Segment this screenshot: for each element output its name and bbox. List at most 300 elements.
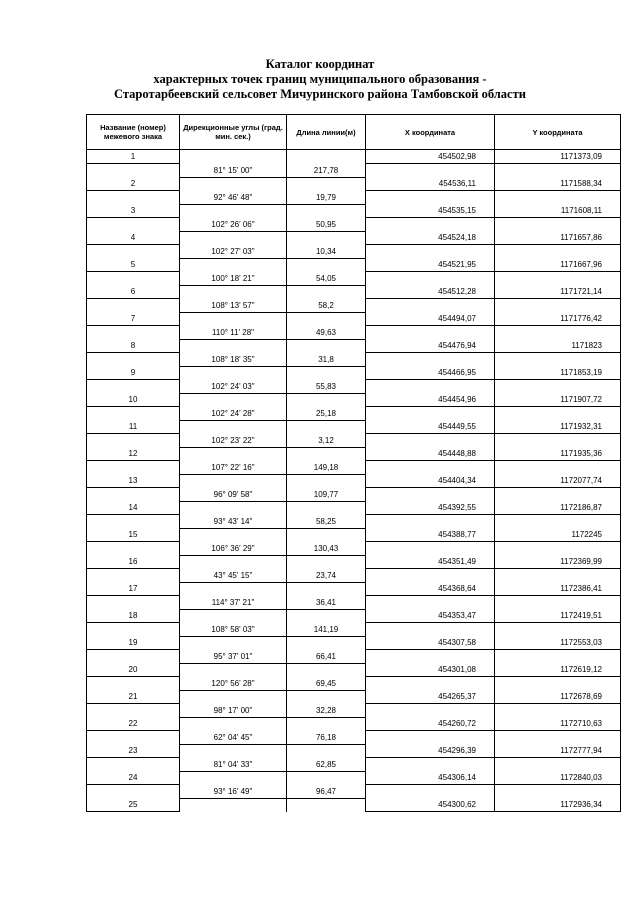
x-coordinate: 454502,98: [366, 150, 495, 164]
empty-cell: [366, 488, 495, 502]
x-coordinate: 454535,15: [366, 204, 495, 218]
y-coordinate: 1171721,14: [495, 285, 621, 299]
x-coordinate: 454301,08: [366, 663, 495, 677]
empty-cell: [180, 663, 287, 677]
table-row-point: [87, 285, 621, 299]
table-row-point: [87, 177, 621, 191]
header-length: Длина линии(м): [287, 115, 366, 150]
empty-cell: [180, 285, 287, 299]
empty-cell: [180, 447, 287, 461]
empty-cell: [495, 299, 621, 313]
line-length: 50,95: [287, 218, 366, 232]
x-coordinate: 454392,55: [366, 501, 495, 515]
empty-cell: [180, 771, 287, 785]
empty-cell: [87, 542, 180, 556]
empty-cell: [366, 677, 495, 691]
y-coordinate: 1171935,36: [495, 447, 621, 461]
point-number: 8: [87, 339, 180, 353]
y-coordinate: 1172369,99: [495, 555, 621, 569]
empty-cell: [180, 339, 287, 353]
table-row-segment: [87, 218, 621, 232]
empty-cell: [287, 663, 366, 677]
direction-angle: 114° 37' 21": [180, 596, 287, 610]
table-row-segment: [87, 488, 621, 502]
empty-cell: [495, 245, 621, 259]
direction-angle: 107° 22' 16": [180, 461, 287, 475]
empty-cell: [495, 191, 621, 205]
catalog-subtitle: характерных точек границ муниципального образования -: [153, 72, 487, 86]
x-coordinate: 454296,39: [366, 744, 495, 758]
line-length: 19,79: [287, 191, 366, 205]
point-number: 4: [87, 231, 180, 245]
empty-cell: [287, 744, 366, 758]
table-row-segment: [87, 191, 621, 205]
table-row-point: [87, 474, 621, 488]
empty-cell: [366, 380, 495, 394]
line-length: 3,12: [287, 434, 366, 448]
x-coordinate: 454300,62: [366, 798, 495, 812]
header-name: Название (номер) межевого знака: [87, 115, 180, 150]
empty-cell: [287, 339, 366, 353]
empty-cell: [495, 677, 621, 691]
catalog-subject: Старотарбеевский сельсовет Мичуринского района Тамбовской области: [114, 87, 526, 101]
point-number: 1: [87, 150, 180, 164]
empty-cell: [287, 528, 366, 542]
empty-cell: [87, 326, 180, 340]
direction-angle: 102° 27' 03": [180, 245, 287, 259]
empty-cell: [495, 704, 621, 718]
x-coordinate: 454454,96: [366, 393, 495, 407]
empty-cell: [495, 164, 621, 178]
y-coordinate: 1172419,51: [495, 609, 621, 623]
empty-cell: [366, 650, 495, 664]
point-number: 16: [87, 555, 180, 569]
table-row-point: [87, 636, 621, 650]
empty-cell: [287, 501, 366, 515]
table-row-segment: [87, 380, 621, 394]
empty-cell: [366, 272, 495, 286]
table-row-point: [87, 204, 621, 218]
empty-cell: [495, 407, 621, 421]
table-row-point: [87, 447, 621, 461]
empty-cell: [495, 380, 621, 394]
line-length: 109,77: [287, 488, 366, 502]
table-header-row: [87, 115, 621, 150]
x-coordinate: 454388,77: [366, 528, 495, 542]
empty-cell: [495, 785, 621, 799]
table-row-segment: [87, 461, 621, 475]
point-number: 19: [87, 636, 180, 650]
x-coordinate: 454536,11: [366, 177, 495, 191]
header-y: Y координата: [495, 115, 621, 150]
y-coordinate: 1172710,63: [495, 717, 621, 731]
empty-cell: [366, 461, 495, 475]
table-row-segment: [87, 758, 621, 772]
empty-cell: [495, 758, 621, 772]
empty-cell: [180, 393, 287, 407]
x-coordinate: 454265,37: [366, 690, 495, 704]
table-row-point: [87, 609, 621, 623]
direction-angle: 95° 37' 01": [180, 650, 287, 664]
empty-cell: [366, 515, 495, 529]
empty-cell: [180, 501, 287, 515]
point-number: 9: [87, 366, 180, 380]
empty-cell: [287, 555, 366, 569]
empty-cell: [287, 582, 366, 596]
empty-cell: [87, 299, 180, 313]
table-row-point: [87, 663, 621, 677]
table-row-point: [87, 501, 621, 515]
empty-cell: [495, 218, 621, 232]
empty-cell: [495, 623, 621, 637]
direction-angle: 102° 24' 28": [180, 407, 287, 421]
empty-cell: [366, 758, 495, 772]
table-row-segment: [87, 326, 621, 340]
y-coordinate: 1171823: [495, 339, 621, 353]
line-length: 31,8: [287, 353, 366, 367]
empty-cell: [87, 677, 180, 691]
line-length: 54,05: [287, 272, 366, 286]
line-length: 58,2: [287, 299, 366, 313]
point-number: 5: [87, 258, 180, 272]
empty-cell: [180, 690, 287, 704]
empty-cell: [366, 326, 495, 340]
table-row-point: [87, 366, 621, 380]
empty-cell: [87, 245, 180, 259]
x-coordinate: 454260,72: [366, 717, 495, 731]
direction-angle: 93° 16' 49": [180, 785, 287, 799]
empty-cell: [366, 542, 495, 556]
y-coordinate: 1171588,34: [495, 177, 621, 191]
empty-cell: [366, 191, 495, 205]
y-coordinate: 1171373,09: [495, 150, 621, 164]
empty-cell: [87, 353, 180, 367]
y-coordinate: 1172245: [495, 528, 621, 542]
empty-cell: [87, 407, 180, 421]
table-row-segment: [87, 785, 621, 799]
point-number: 22: [87, 717, 180, 731]
empty-cell: [366, 245, 495, 259]
empty-cell: [180, 609, 287, 623]
point-number: 15: [87, 528, 180, 542]
table-row-segment: [87, 542, 621, 556]
table-row-point: [87, 393, 621, 407]
y-coordinate: 1172840,03: [495, 771, 621, 785]
table-row-segment: [87, 650, 621, 664]
y-coordinate: 1171932,31: [495, 420, 621, 434]
table-row-segment: [87, 272, 621, 286]
direction-angle: 93° 43' 14": [180, 515, 287, 529]
line-length: 217,78: [287, 164, 366, 178]
empty-cell: [287, 420, 366, 434]
empty-cell: [87, 218, 180, 232]
empty-cell: [180, 231, 287, 245]
table-row-point: [87, 420, 621, 434]
point-number: 17: [87, 582, 180, 596]
header-angle: Дирекционные углы (град. мин. сек.): [180, 115, 287, 150]
direction-angle: 110° 11' 28": [180, 326, 287, 340]
y-coordinate: 1172386,41: [495, 582, 621, 596]
header-x: X координата: [366, 115, 495, 150]
table-row-point: [87, 339, 621, 353]
empty-cell: [180, 528, 287, 542]
line-length: 130,43: [287, 542, 366, 556]
table-row-segment: [87, 704, 621, 718]
x-coordinate: 454521,95: [366, 258, 495, 272]
x-coordinate: 454466,95: [366, 366, 495, 380]
table-row-point: [87, 312, 621, 326]
empty-cell: [87, 704, 180, 718]
empty-cell: [287, 150, 366, 164]
empty-cell: [366, 353, 495, 367]
empty-cell: [495, 326, 621, 340]
empty-cell: [366, 596, 495, 610]
y-coordinate: 1172186,87: [495, 501, 621, 515]
empty-cell: [180, 555, 287, 569]
line-length: 10,34: [287, 245, 366, 259]
empty-cell: [180, 366, 287, 380]
table-row-point: [87, 717, 621, 731]
empty-cell: [495, 569, 621, 583]
empty-cell: [87, 461, 180, 475]
x-coordinate: 454404,34: [366, 474, 495, 488]
point-number: 21: [87, 690, 180, 704]
direction-angle: 43° 45' 15": [180, 569, 287, 583]
table-row-point: [87, 528, 621, 542]
table-row-segment: [87, 164, 621, 178]
empty-cell: [180, 636, 287, 650]
point-number: 13: [87, 474, 180, 488]
empty-cell: [87, 650, 180, 664]
table-row-segment: [87, 731, 621, 745]
line-length: 32,28: [287, 704, 366, 718]
empty-cell: [87, 731, 180, 745]
empty-cell: [495, 488, 621, 502]
point-number: 3: [87, 204, 180, 218]
empty-cell: [366, 785, 495, 799]
table-row-point: [87, 150, 621, 164]
point-number: 11: [87, 420, 180, 434]
y-coordinate: 1171907,72: [495, 393, 621, 407]
empty-cell: [287, 393, 366, 407]
x-coordinate: 454353,47: [366, 609, 495, 623]
line-length: 55,83: [287, 380, 366, 394]
empty-cell: [287, 690, 366, 704]
empty-cell: [287, 312, 366, 326]
catalog-title: Каталог координат: [265, 57, 375, 71]
point-number: 24: [87, 771, 180, 785]
empty-cell: [287, 366, 366, 380]
empty-cell: [495, 542, 621, 556]
table-row-point: [87, 771, 621, 785]
coordinates-table: [86, 114, 621, 812]
empty-cell: [495, 272, 621, 286]
direction-angle: 100° 18' 21": [180, 272, 287, 286]
point-number: 6: [87, 285, 180, 299]
point-number: 18: [87, 609, 180, 623]
empty-cell: [366, 731, 495, 745]
line-length: 76,18: [287, 731, 366, 745]
empty-cell: [287, 177, 366, 191]
x-coordinate: 454512,28: [366, 285, 495, 299]
empty-cell: [87, 488, 180, 502]
point-number: 7: [87, 312, 180, 326]
table-row-segment: [87, 569, 621, 583]
empty-cell: [87, 785, 180, 799]
table-row-segment: [87, 434, 621, 448]
x-coordinate: 454448,88: [366, 447, 495, 461]
empty-cell: [287, 285, 366, 299]
empty-cell: [495, 650, 621, 664]
table-row-point: [87, 744, 621, 758]
x-coordinate: 454351,49: [366, 555, 495, 569]
table-row-segment: [87, 245, 621, 259]
y-coordinate: 1171657,86: [495, 231, 621, 245]
table-row-segment: [87, 515, 621, 529]
direction-angle: 96° 09' 58": [180, 488, 287, 502]
empty-cell: [87, 596, 180, 610]
point-number: 20: [87, 663, 180, 677]
line-length: 69,45: [287, 677, 366, 691]
line-length: 23,74: [287, 569, 366, 583]
direction-angle: 98° 17' 00": [180, 704, 287, 718]
point-number: 12: [87, 447, 180, 461]
direction-angle: 81° 15' 00": [180, 164, 287, 178]
empty-cell: [87, 758, 180, 772]
table-row-segment: [87, 299, 621, 313]
direction-angle: 102° 26' 06": [180, 218, 287, 232]
line-length: 96,47: [287, 785, 366, 799]
empty-cell: [366, 569, 495, 583]
empty-cell: [495, 353, 621, 367]
y-coordinate: 1171667,96: [495, 258, 621, 272]
table-body: [87, 150, 621, 812]
empty-cell: [87, 164, 180, 178]
direction-angle: 108° 13' 57": [180, 299, 287, 313]
point-number: 10: [87, 393, 180, 407]
table-row-segment: [87, 407, 621, 421]
empty-cell: [180, 744, 287, 758]
line-length: 49,63: [287, 326, 366, 340]
empty-cell: [287, 771, 366, 785]
x-coordinate: 454524,18: [366, 231, 495, 245]
empty-cell: [366, 623, 495, 637]
empty-cell: [287, 447, 366, 461]
point-number: 14: [87, 501, 180, 515]
direction-angle: 81° 04' 33": [180, 758, 287, 772]
table-row-segment: [87, 623, 621, 637]
table-row-point: [87, 258, 621, 272]
empty-cell: [366, 704, 495, 718]
direction-angle: 120° 56' 28": [180, 677, 287, 691]
empty-cell: [180, 582, 287, 596]
line-length: 36,41: [287, 596, 366, 610]
x-coordinate: 454449,55: [366, 420, 495, 434]
table-row-point: [87, 798, 621, 812]
point-number: 2: [87, 177, 180, 191]
empty-cell: [287, 636, 366, 650]
line-length: 149,18: [287, 461, 366, 475]
y-coordinate: 1172777,94: [495, 744, 621, 758]
empty-cell: [495, 434, 621, 448]
empty-cell: [366, 407, 495, 421]
point-number: 23: [87, 744, 180, 758]
direction-angle: 108° 58' 03": [180, 623, 287, 637]
empty-cell: [287, 798, 366, 812]
table-row-point: [87, 582, 621, 596]
direction-angle: 102° 24' 03": [180, 380, 287, 394]
empty-cell: [180, 258, 287, 272]
y-coordinate: 1172553,03: [495, 636, 621, 650]
empty-cell: [87, 191, 180, 205]
empty-cell: [87, 434, 180, 448]
x-coordinate: 454476,94: [366, 339, 495, 353]
y-coordinate: 1171608,11: [495, 204, 621, 218]
empty-cell: [180, 420, 287, 434]
empty-cell: [180, 177, 287, 191]
empty-cell: [180, 150, 287, 164]
empty-cell: [287, 204, 366, 218]
empty-cell: [287, 717, 366, 731]
empty-cell: [180, 474, 287, 488]
x-coordinate: 454494,07: [366, 312, 495, 326]
direction-angle: 92° 46' 48": [180, 191, 287, 205]
table-row-point: [87, 231, 621, 245]
empty-cell: [366, 434, 495, 448]
empty-cell: [495, 596, 621, 610]
empty-cell: [87, 272, 180, 286]
empty-cell: [180, 717, 287, 731]
line-length: 141,19: [287, 623, 366, 637]
y-coordinate: 1171776,42: [495, 312, 621, 326]
direction-angle: 102° 23' 22": [180, 434, 287, 448]
empty-cell: [366, 218, 495, 232]
direction-angle: 62° 04' 45": [180, 731, 287, 745]
point-number: 25: [87, 798, 180, 812]
empty-cell: [87, 515, 180, 529]
empty-cell: [87, 623, 180, 637]
line-length: 62,85: [287, 758, 366, 772]
empty-cell: [495, 461, 621, 475]
empty-cell: [87, 569, 180, 583]
empty-cell: [180, 312, 287, 326]
empty-cell: [287, 609, 366, 623]
empty-cell: [180, 204, 287, 218]
table-row-point: [87, 555, 621, 569]
y-coordinate: 1171853,19: [495, 366, 621, 380]
empty-cell: [287, 258, 366, 272]
direction-angle: 108° 18' 35": [180, 353, 287, 367]
direction-angle: 106° 36' 29": [180, 542, 287, 556]
y-coordinate: 1172077,74: [495, 474, 621, 488]
empty-cell: [180, 798, 287, 812]
empty-cell: [366, 299, 495, 313]
empty-cell: [495, 515, 621, 529]
y-coordinate: 1172619,12: [495, 663, 621, 677]
line-length: 58,25: [287, 515, 366, 529]
line-length: 25,18: [287, 407, 366, 421]
empty-cell: [366, 164, 495, 178]
table-row-point: [87, 690, 621, 704]
empty-cell: [287, 231, 366, 245]
empty-cell: [287, 474, 366, 488]
y-coordinate: 1172678,69: [495, 690, 621, 704]
table-row-segment: [87, 353, 621, 367]
empty-cell: [495, 731, 621, 745]
table-row-segment: [87, 677, 621, 691]
line-length: 66,41: [287, 650, 366, 664]
x-coordinate: 454306,14: [366, 771, 495, 785]
